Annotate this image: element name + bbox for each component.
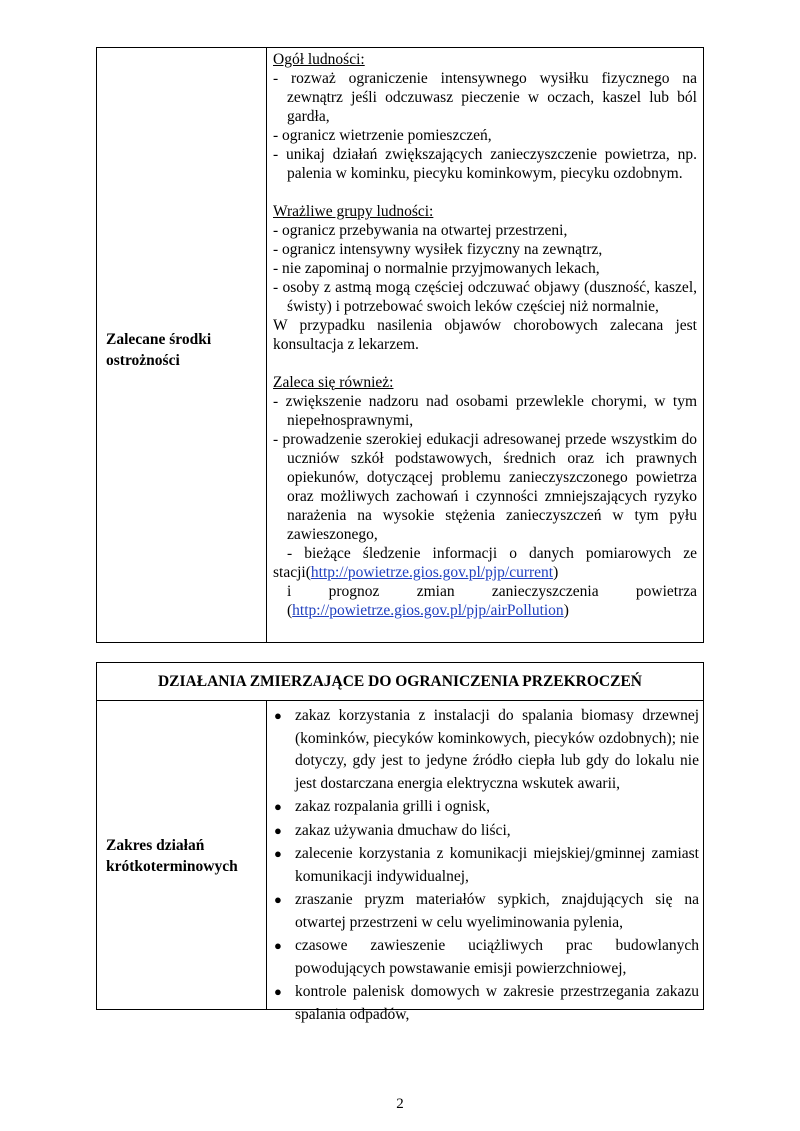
forecast-text: i prognoz zmian zanieczyszczenia powietrza bbox=[287, 583, 697, 600]
doctor-note: W przypadku nasilenia objawów chorobowych zalecana jest konsultacja z lekarzem. bbox=[273, 317, 697, 353]
precautions-table bbox=[96, 47, 704, 643]
sensitive-heading: Wrażliwe grupy ludności: bbox=[273, 203, 434, 220]
actions-table bbox=[96, 662, 704, 1023]
list-item: - ogranicz intensywny wysiłek fizyczny na zewnątrz, bbox=[273, 241, 603, 258]
list-item: ● zakaz korzystania z instalacji do spalania biomasy drzewnej (kominków, piecyków kominkowych, piecyków ozdobnych); nie dotyczy, gdy jest to jedyne źródło ciepła lub gdy do lokalu nie jest dostarczana energia elektryczna wskutek awarii, bbox=[274, 707, 699, 792]
current-data-link[interactable]: http://powietrze.gios.gov.pl/pjp/current bbox=[310, 564, 554, 581]
page-number: 2 bbox=[396, 1096, 404, 1112]
bullet-icon: ● bbox=[274, 984, 282, 999]
list-item: ● zraszanie pryzm materiałów sypkich, znajdujących się na otwartej przestrzeni w celu wyeliminowania pylenia, bbox=[274, 891, 699, 931]
list-item: ● czasowe zawieszenie uciążliwych prac budowlanych powodujących powstawanie emisji powierzchniowej, bbox=[274, 937, 699, 977]
general-heading: Ogół ludności: bbox=[273, 51, 365, 68]
list-item: - prowadzenie szerokiej edukacji adresowanej przede wszystkim do uczniów szkół podstawowych, średnich oraz ich prawnych opiekunów, dotyczącej problemu zanieczyszczonego powietrza oraz możliwych zachowań i czynności zmniejszających ryzyko narażenia na wysokie stężenia zanieczyszczeń w tym pyłu zawieszonego, bbox=[273, 431, 697, 543]
precautions-label-cell bbox=[97, 48, 267, 642]
list-item: - ogranicz wietrzenie pomieszczeń, bbox=[273, 127, 492, 144]
list-item: - osoby z astmą mogą częściej odczuwać objawy (duszność, kaszel, świsty) i potrzebować swoich leków częściej niż normalnie, bbox=[273, 279, 697, 315]
tracking-item: - bieżące śledzenie informacji o danych pomiarowych ze stacji(http://powietrze.gios.gov.pl/pjp/current) bbox=[273, 545, 697, 581]
air-pollution-link[interactable]: http://powietrze.gios.gov.pl/pjp/airPollution bbox=[292, 602, 564, 619]
list-item: - ogranicz przebywania na otwartej przestrzeni, bbox=[273, 222, 568, 239]
bullet-icon: ● bbox=[274, 938, 282, 953]
list-item: ● zakaz rozpalania grilli i ognisk, bbox=[271, 796, 699, 819]
list-item: - rozważ ograniczenie intensywnego wysiłku fizycznego na zewnątrz jeśli odczuwasz pieczenie w oczach, kaszel lub ból gardła, bbox=[273, 70, 697, 125]
actions-label: Zakres działań krótkoterminowych bbox=[106, 837, 238, 875]
precautions-content bbox=[273, 50, 697, 620]
list-item: ● zakaz używania dmuchaw do liści, bbox=[271, 820, 699, 843]
actions-header: DZIAŁANIA ZMIERZAJĄCE DO OGRANICZENIA PRZEKROCZEŃ bbox=[97, 663, 703, 701]
forecast-link-line: (http://powietrze.gios.gov.pl/pjp/airPollution) bbox=[287, 602, 569, 619]
list-item: - nie zapominaj o normalnie przyjmowanych lekach, bbox=[273, 260, 600, 277]
list-item: - zwiększenie nadzoru nad osobami przewlekle chorymi, w tym niepełnosprawnymi, bbox=[273, 393, 697, 429]
actions-label-cell bbox=[97, 701, 267, 1009]
bullet-icon: ● bbox=[274, 892, 282, 907]
list-item: - unikaj działań zwiększających zanieczyszczenie powietrza, np. palenia w kominku, piecyku kominkowym, piecyku ozdobnym. bbox=[273, 146, 697, 182]
actions-content bbox=[271, 705, 699, 1027]
also-heading: Zaleca się również: bbox=[273, 374, 394, 391]
bullet-icon: ● bbox=[274, 708, 282, 723]
precautions-label: Zalecane środki ostrożności bbox=[106, 331, 212, 369]
list-item: ● zalecenie korzystania z komunikacji miejskiej/gminnej zamiast komunikacji indywidualnej, bbox=[274, 845, 699, 885]
bullet-icon: ● bbox=[274, 846, 282, 861]
bullet-icon: ● bbox=[274, 799, 282, 814]
bullet-icon: ● bbox=[274, 822, 282, 838]
list-item: ● kontrole palenisk domowych w zakresie przestrzegania zakazu spalania odpadów, bbox=[274, 983, 699, 1023]
